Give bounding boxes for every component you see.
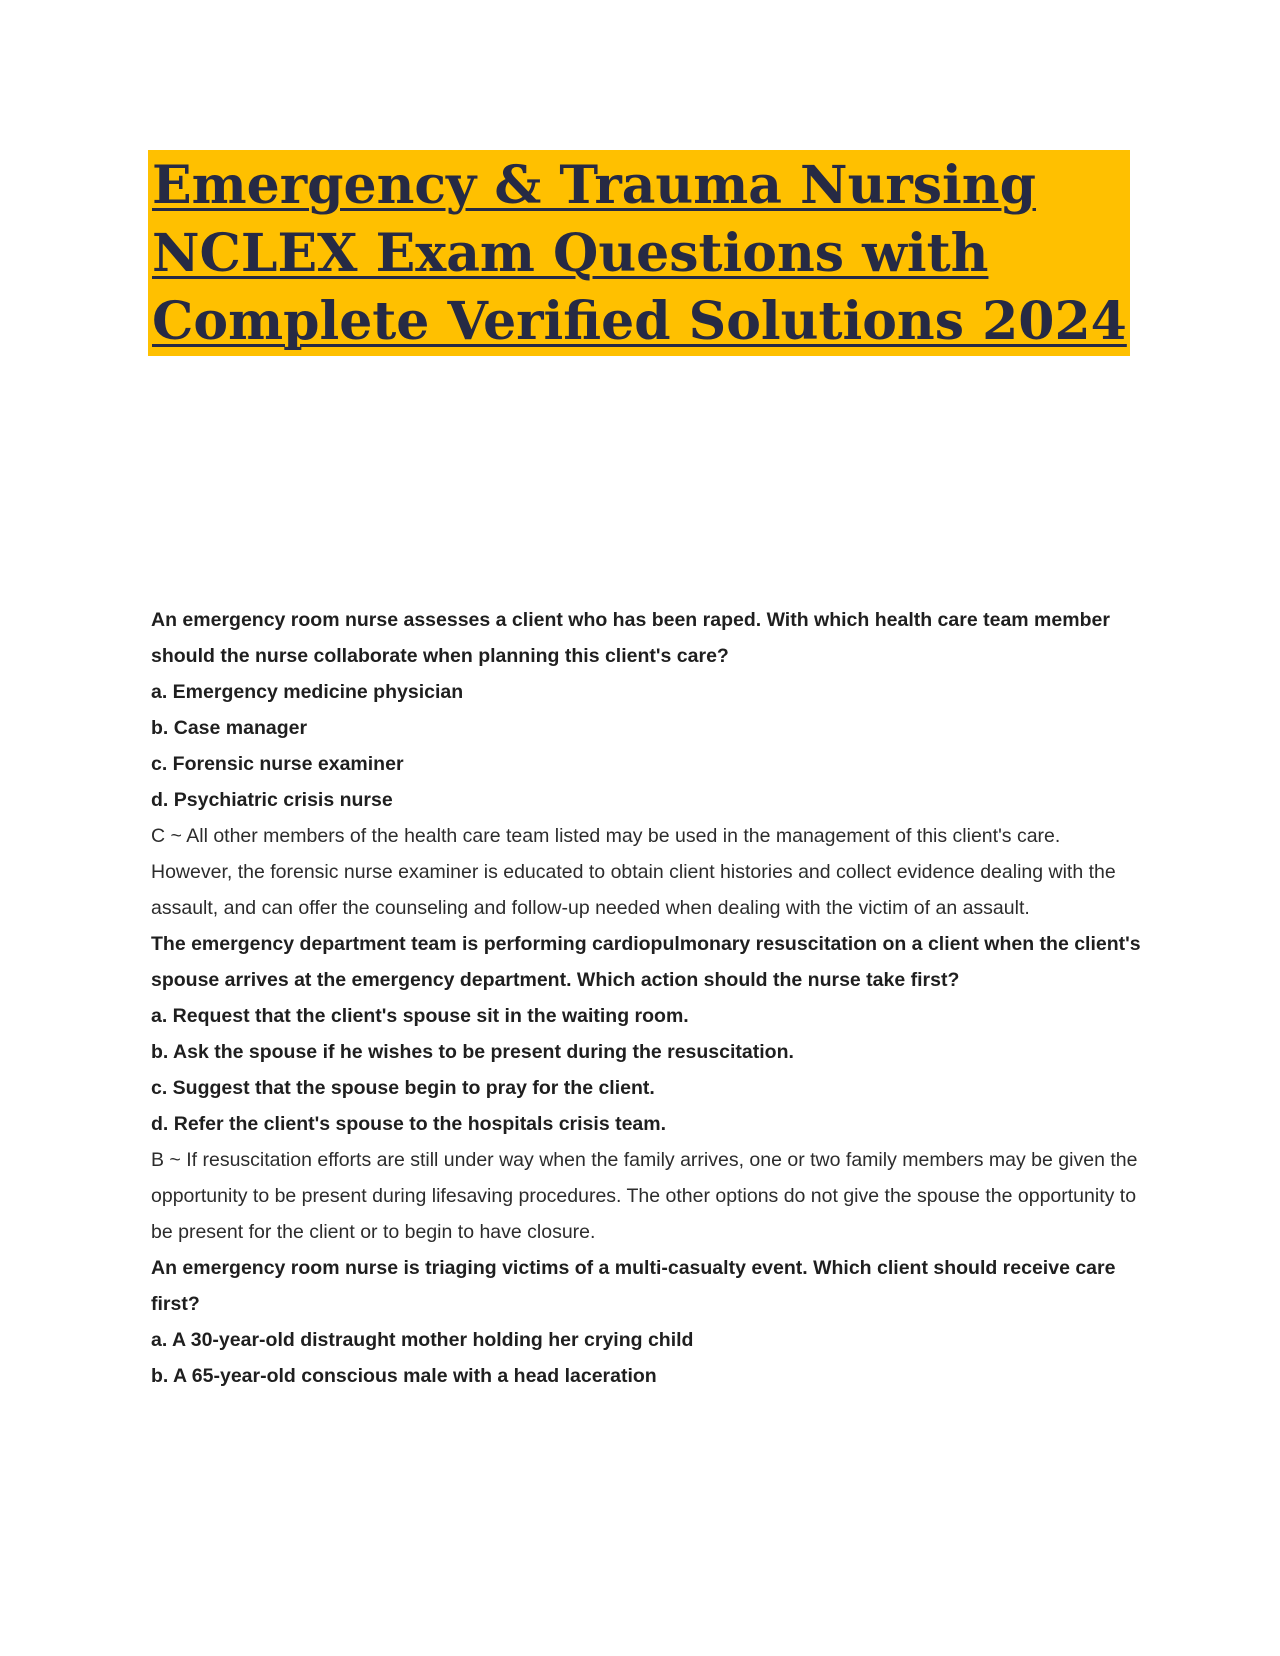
question-2-option-c: c. Suggest that the spouse begin to pray for the client. [151, 1077, 655, 1099]
question-1-option-c: c. Forensic nurse examiner [151, 753, 404, 775]
title-banner [148, 150, 1130, 356]
question-3-option-b: b. A 65-year-old conscious male with a head laceration [151, 1365, 657, 1387]
question-2-option-d: d. Refer the client's spouse to the hospitals crisis team. [151, 1113, 667, 1135]
question-2-option-a: a. Request that the client's spouse sit in the waiting room. [151, 1005, 689, 1027]
question-stem-1: An emergency room nurse assesses a client who has been raped. With which health care team member should the nurse collaborate when planning this client's care? [151, 609, 1110, 667]
question-stem-2: The emergency department team is performing cardiopulmonary resuscitation on a client when the client's spouse arrives at the emergency department. Which action should the nurse take first? [151, 933, 1141, 991]
question-1-option-a: a. Emergency medicine physician [151, 681, 464, 703]
question-2-answer: B ~ If resuscitation efforts are still under way when the family arrives, one or two family members may be given the opportunity to be present during lifesaving procedures. The other options do not give the spouse the opportunity to be present for the client or to begin to have closure. [151, 1149, 1138, 1243]
title-line-2: NCLEX Exam Questions with [152, 223, 989, 284]
question-2-option-b: b. Ask the spouse if he wishes to be present during the resuscitation. [151, 1041, 794, 1063]
question-stem-3: An emergency room nurse is triaging victims of a multi-casualty event. Which client should receive care first? [151, 1257, 1116, 1315]
question-1-answer: C ~ All other members of the health care team listed may be used in the management of this client's care. However, the forensic nurse examiner is educated to obtain client histories and collect evidence dealing with the assault, and can offer the counseling and follow-up needed when dealing with the victim of an assault. [151, 825, 1116, 919]
question-1-option-b: b. Case manager [151, 717, 308, 739]
title-line-1: Emergency & Trauma Nursing [152, 155, 1036, 216]
question-3-option-a: a. A 30-year-old distraught mother holding her crying child [151, 1329, 694, 1351]
question-list [151, 602, 1141, 1394]
question-1-option-d: d. Psychiatric crisis nurse [151, 789, 393, 811]
title-line-3: Complete Verified Solutions 2024 [152, 291, 1127, 352]
